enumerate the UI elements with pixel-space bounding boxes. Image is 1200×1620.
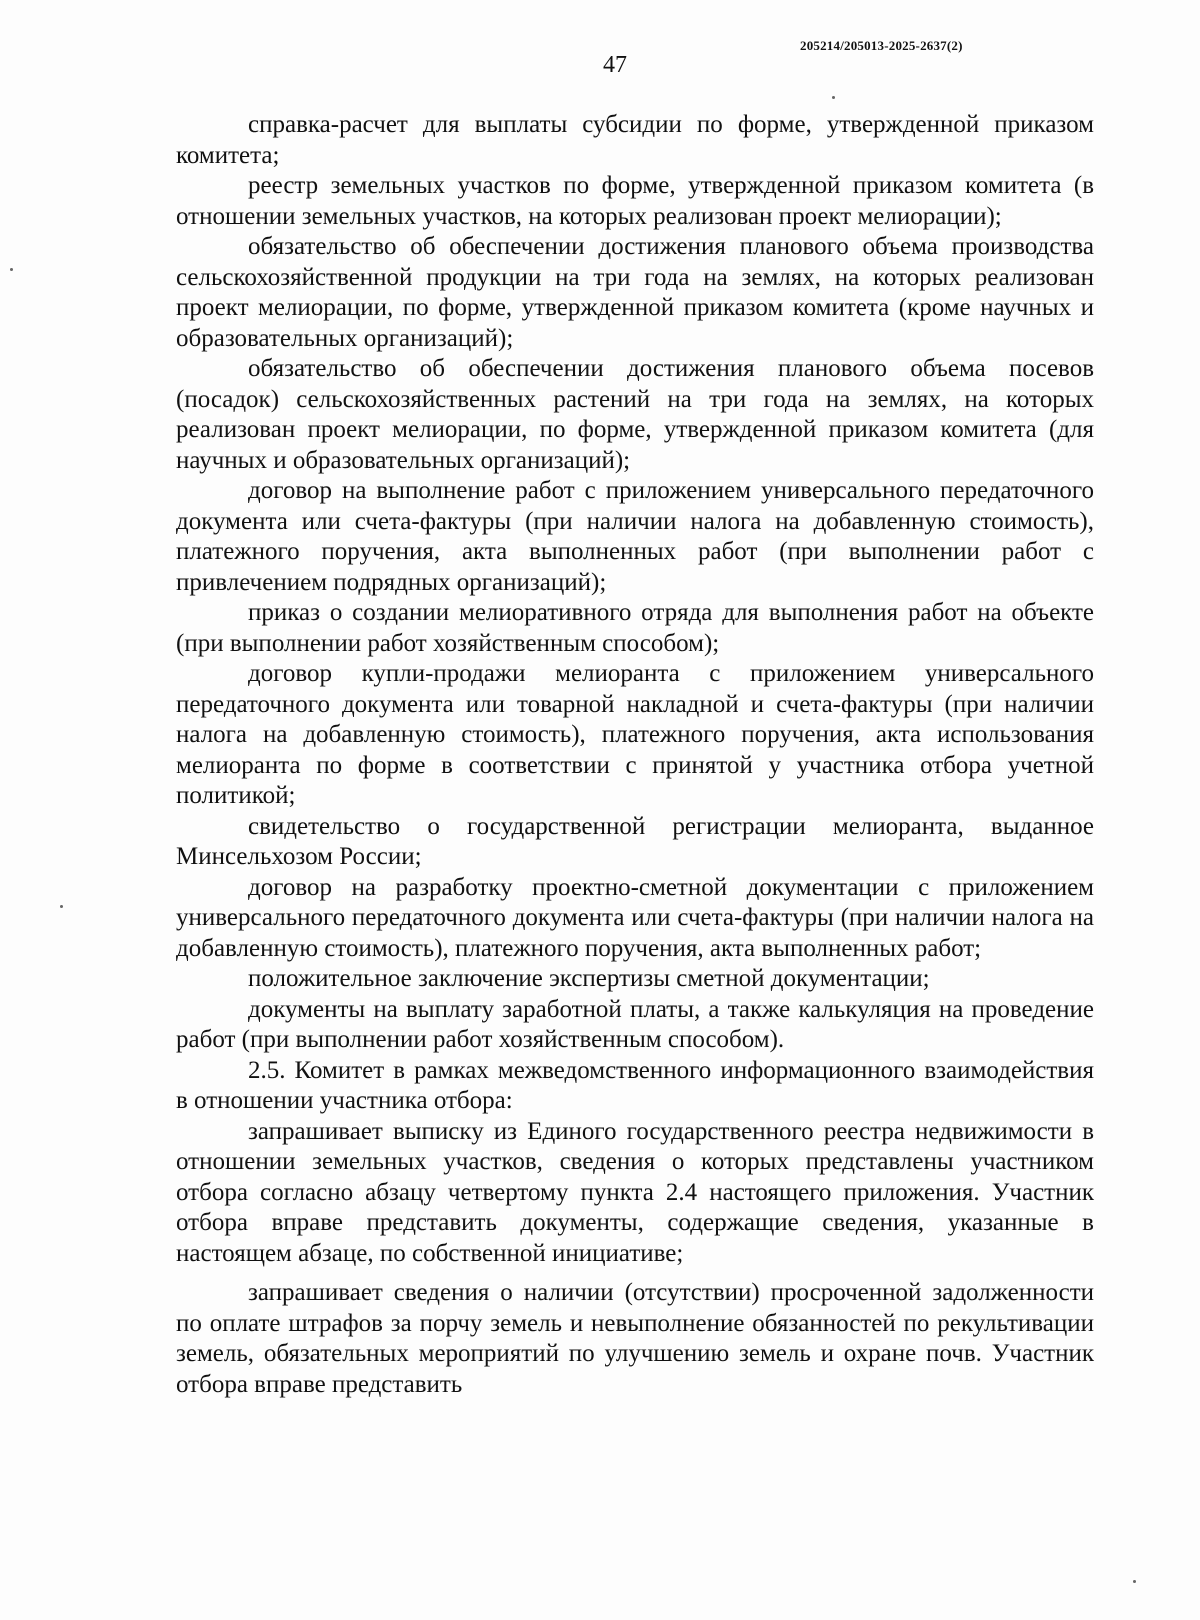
paragraph-section-2-5: 2.5. Комитет в рамках межведомственного информационного взаимодействия в отношении участника отбора: bbox=[176, 1056, 1094, 1114]
page-number: 47 bbox=[603, 52, 627, 78]
paragraph-design-contract: договор на разработку проектно-сметной документации с приложением универсального передаточного документа или счета-фактуры (при наличии налога на добавленную стоимость), платежного поручения, акта выполненных работ; bbox=[176, 873, 1094, 962]
scan-speck bbox=[10, 268, 13, 271]
paragraph-production-obligation: обязательство об обеспечении достижения планового объема производства сельскохозяйственной продукции на три года на землях, на которых реализован проект мелиорации, по форме, утвержденной приказом комитета (кроме научных и образовательных организаций); bbox=[176, 233, 1094, 352]
paragraph-ameliorant-purchase: договор купли-продажи мелиоранта с приложением универсального передаточного документа или товарной накладной и счета-фактуры (при наличии налога на добавленную стоимость), платежного поручения, акта использования мелиоранта по форме в соответствии с принятой у участника отбора учетной политикой; bbox=[176, 660, 1094, 809]
document-body bbox=[176, 110, 1094, 1400]
paragraph-debt-information: запрашивает сведения о наличии (отсутствии) просроченной задолженности по оплате штрафов за порчу земель и невыполнение обязанностей по рекультивации земель, обязательных мероприятий по улучшению земель и охране почв. Участник отбора вправе представить bbox=[176, 1279, 1094, 1398]
paragraph-real-estate-extract: запрашивает выписку из Единого государственного реестра недвижимости в отношении земельных участков, сведения о которых представлены участником отбора согласно абзацу четвертому пункта 2.4 настоящего приложения. Участник отбора вправе представить документы, содержащие сведения, указанные в настоящем абзаце, по собственной инициативе; bbox=[176, 1117, 1094, 1267]
paragraph-expert-conclusion: положительное заключение экспертизы сметной документации; bbox=[248, 965, 930, 992]
scan-speck bbox=[60, 905, 63, 908]
document-id: 205214/205013-2025-2637(2) bbox=[800, 38, 963, 53]
paragraph-salary-documents: документы на выплату заработной платы, а также калькуляция на проведение работ (при выполнении работ хозяйственным способом). bbox=[176, 995, 1094, 1053]
paragraph-land-registry: реестр земельных участков по форме, утвержденной приказом комитета (в отношении земельных участков, на которых реализован проект мелиорации); bbox=[176, 172, 1094, 230]
scan-speck bbox=[1133, 1580, 1136, 1583]
paragraph-reclamation-order: приказ о создании мелиоративного отряда для выполнения работ на объекте (при выполнении работ хозяйственным способом); bbox=[176, 599, 1094, 657]
scan-speck bbox=[832, 96, 835, 99]
paragraph-subsidy-calculation: справка-расчет для выплаты субсидии по форме, утвержденной приказом комитета; bbox=[176, 111, 1094, 169]
paragraph-work-contract: договор на выполнение работ с приложением универсального передаточного документа или счета-фактуры (при наличии налога на добавленную стоимость), платежного поручения, акта выполненных работ (при выполнении работ с привлечением подрядных организаций); bbox=[176, 477, 1094, 596]
paragraph-sowing-obligation: обязательство об обеспечении достижения планового объема посевов (посадок) сельскохозяйственных растений на три года на землях, на которых реализован проект мелиорации, по форме, утвержденной приказом комитета (для научных и образовательных организаций); bbox=[176, 355, 1094, 474]
paragraph-ameliorant-certificate: свидетельство о государственной регистрации мелиоранта, выданное Минсельхозом России; bbox=[176, 812, 1094, 870]
